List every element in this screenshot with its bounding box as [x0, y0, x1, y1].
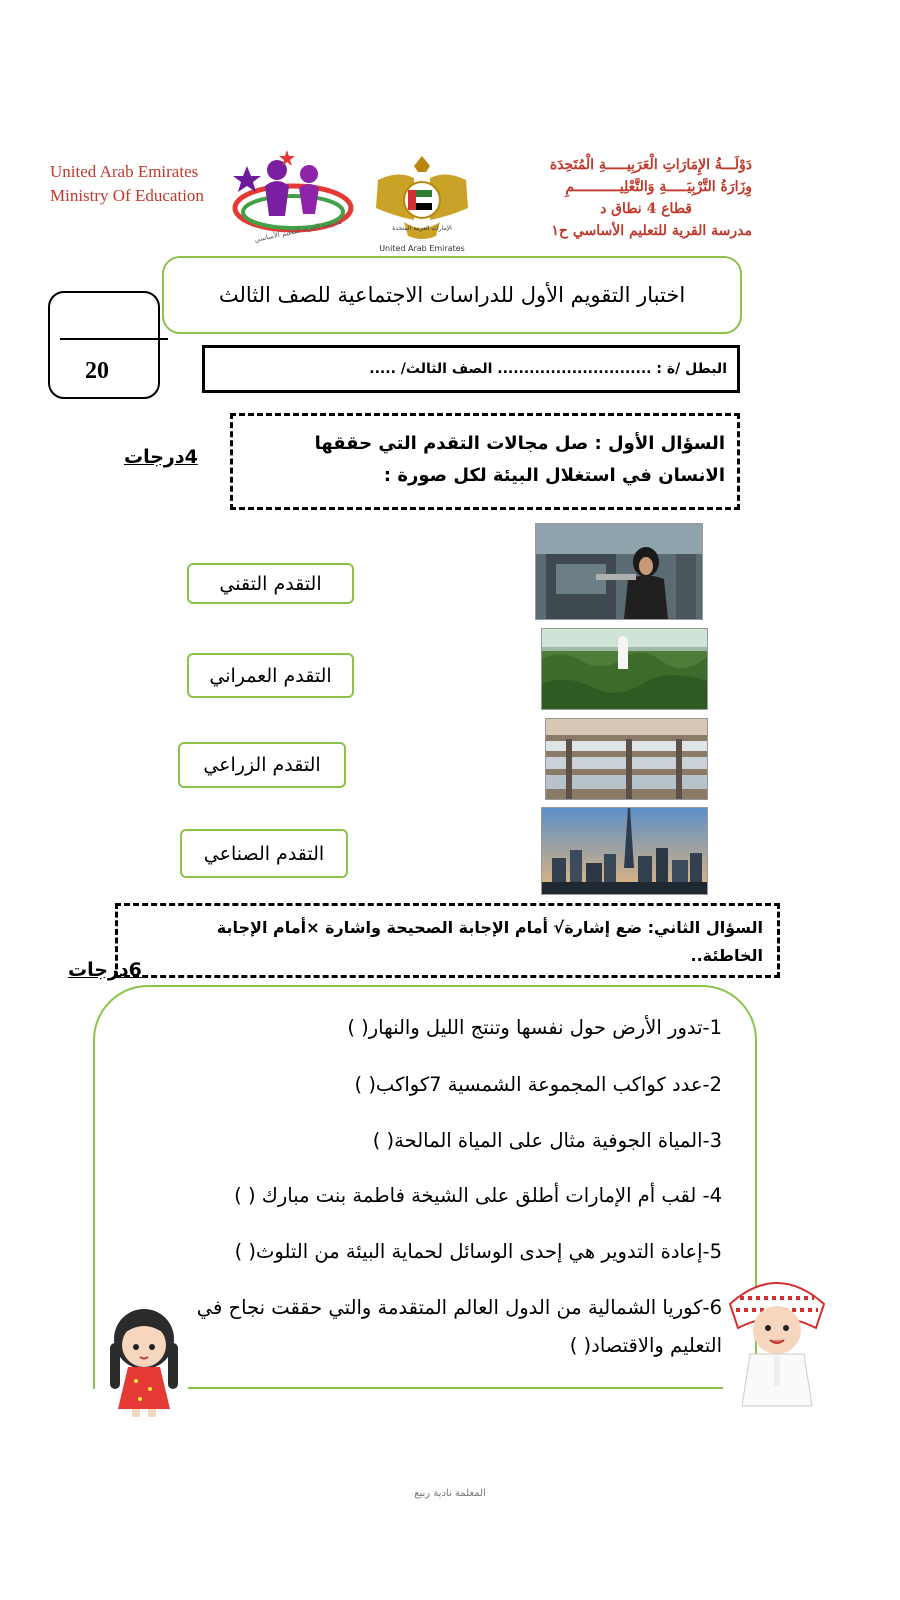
- exam-title: اختبار التقويم الأول للدراسات الاجتماعية للصف الثالث: [162, 256, 742, 334]
- match-option[interactable]: التقدم العمراني: [187, 653, 354, 698]
- match-option[interactable]: التقدم الصناعي: [180, 829, 348, 878]
- statement-1[interactable]: 1-تدور الأرض حول نفسها وتنتج الليل والنهار( ): [347, 1016, 722, 1039]
- question-1-box: [230, 413, 740, 510]
- statement-4[interactable]: 4- لقب أم الإمارات أطلق على الشيخة فاطمة بنت مبارك ( ): [234, 1184, 722, 1207]
- teacher-name-footer: المعلمة نادية ربيع: [414, 1488, 486, 1499]
- header-en-line2: Ministry Of Education: [50, 186, 204, 205]
- statement-5[interactable]: 5-إعادة التدوير هي إحدى الوسائل لحماية البيئة من التلوث( ): [234, 1240, 722, 1263]
- question-1-line1: السؤال الأول : صل مجالات التقدم التي حققها: [314, 433, 725, 454]
- header-ar-line2: وِزَارَةُ التَّرْبِيَـــــةِ وَالتَّعْلِيـــــــــــمِ: [565, 179, 752, 195]
- question-1-line2: الانسان في استغلال البيئة لكل صورة :: [383, 465, 725, 486]
- items-bottom-line: [188, 1387, 723, 1389]
- factory-worker-photo[interactable]: [535, 523, 703, 620]
- skyline-image-icon: [542, 808, 707, 894]
- question-2-box: [115, 903, 780, 978]
- textile-image-icon: [546, 719, 707, 799]
- logo-caption: مدرسة القرية للتعليم الأساسي: [253, 217, 343, 244]
- city-skyline-photo[interactable]: [541, 807, 708, 895]
- student-info[interactable]: البطل /ة : ............................. الصف الثالث/ .....: [202, 345, 740, 393]
- match-option[interactable]: التقدم التقني: [187, 563, 354, 604]
- statement-3[interactable]: 3-المياة الجوفية مثال على المياة المالحة( ): [372, 1129, 722, 1152]
- statement-2[interactable]: 2-عدد كواكب المجموعة الشمسية 7كواكب( ): [354, 1073, 722, 1096]
- statement-6-continued[interactable]: التعليم والاقتصاد( ): [569, 1334, 722, 1357]
- match-option[interactable]: التقدم الزراعي: [178, 742, 346, 788]
- header-ar-line3: قطاع 4 نطاق د: [600, 201, 692, 217]
- greenhouse-image-icon: [542, 629, 707, 709]
- header-ar-line4: مدرسة القرية للتعليم الأساسي ح١: [551, 223, 752, 239]
- question-2-line2: الخاطئة..: [690, 946, 763, 965]
- emblem-caption: United Arab Emirates: [379, 244, 465, 253]
- textile-factory-photo[interactable]: [545, 718, 708, 800]
- factory-worker-image-icon: [536, 524, 702, 619]
- boy-character-icon: [720, 1268, 834, 1408]
- girl-character-icon: [100, 1305, 188, 1417]
- header-english: [50, 160, 204, 208]
- school-logo-icon: [225, 146, 355, 248]
- question-1-marks: 4درجات: [124, 446, 198, 468]
- header-en-line1: United Arab Emirates: [50, 162, 199, 181]
- emblem-arabic-text: الإمارات العربية المتحدة: [392, 225, 452, 232]
- greenhouse-farm-photo[interactable]: [541, 628, 708, 710]
- question-2-line1: السؤال الثاني: ضع إشارة√ أمام الإجابة الصحيحة واشارة ×أمام الإجابة: [216, 918, 763, 937]
- score-total: 20: [85, 358, 109, 384]
- header-ar-line1: دَوْلَـــةُ الإِمَارَاتِ الْعَرَبِيـــــةِ الْمُتَحِدَة: [549, 157, 752, 173]
- question-2-marks: 6درجات: [68, 959, 142, 981]
- uae-emblem-icon: [368, 150, 476, 254]
- score-divider: [60, 338, 168, 340]
- statement-6[interactable]: 6-كوريا الشمالية من الدول العالم المتقدمة والتي حققت نجاح في: [196, 1296, 722, 1319]
- header-arabic: [550, 154, 752, 242]
